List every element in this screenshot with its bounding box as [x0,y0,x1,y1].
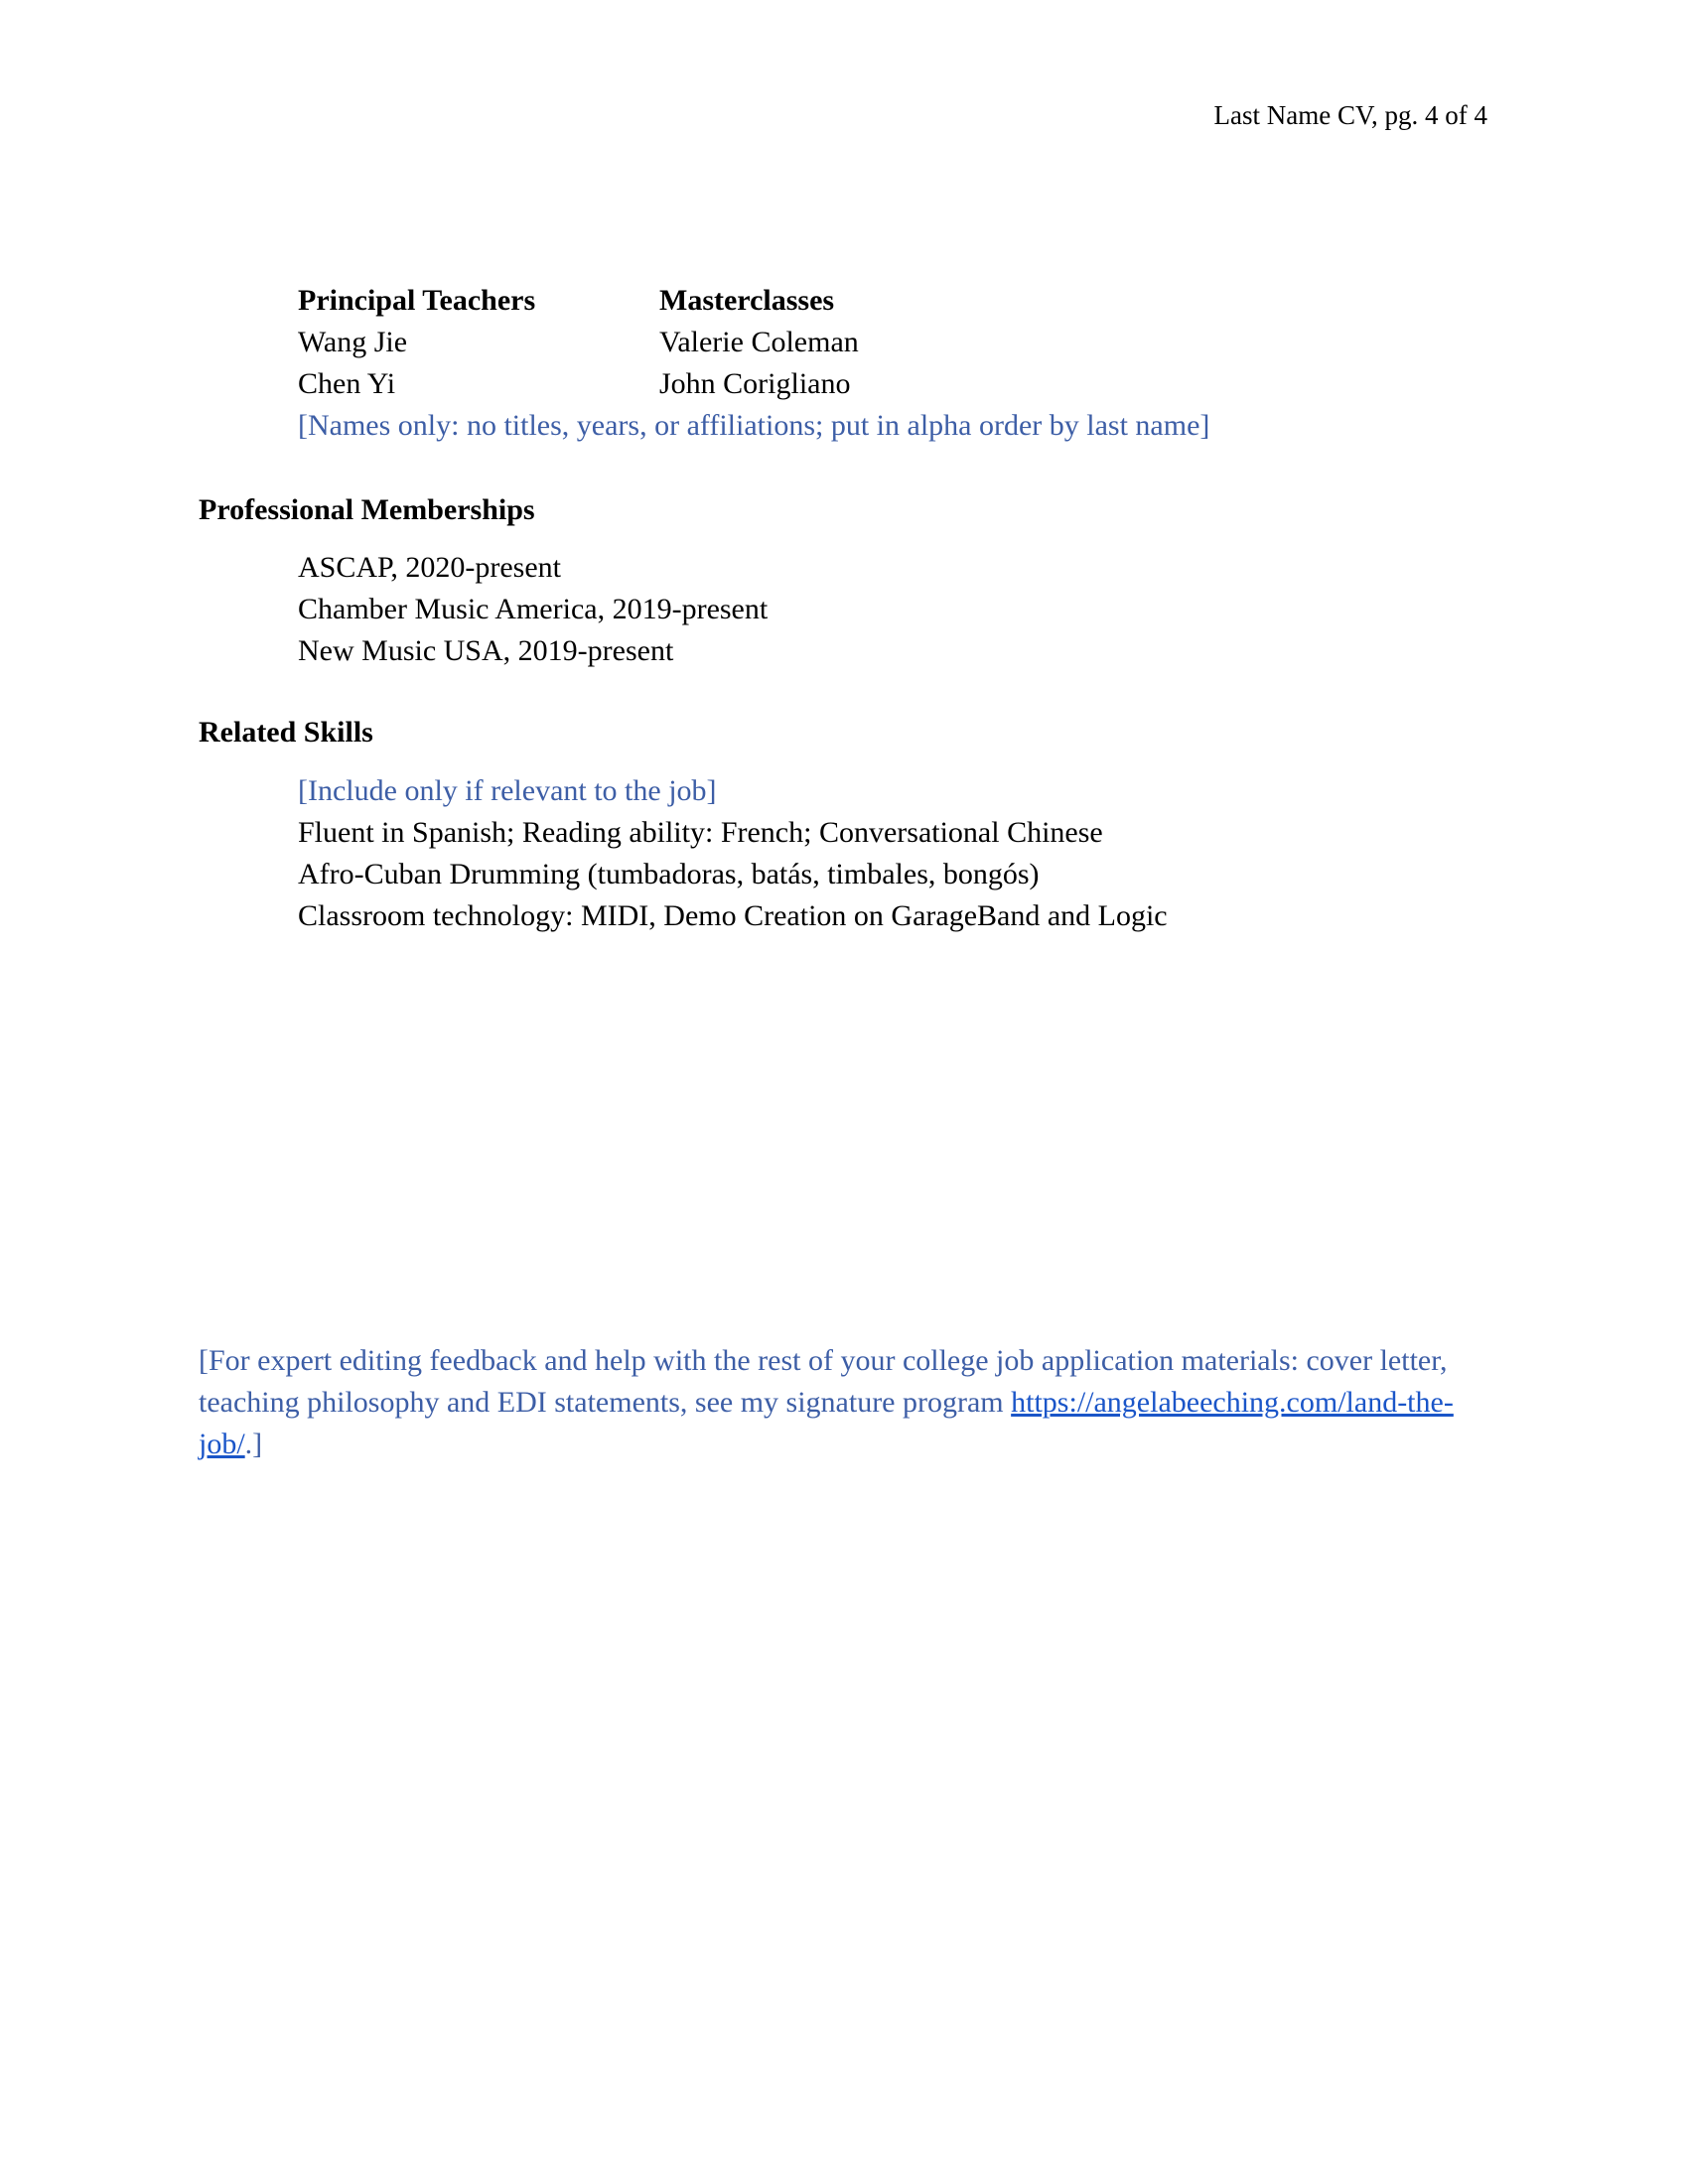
footer-note-text: [For expert editing feedback and help with the rest of your college job application materials: cover letter, teaching philosophy and EDI statements, see my signature program [199,1344,1448,1419]
skills-note: [Include only if relevant to the job] [298,774,717,807]
membership-item: Chamber Music America, 2019-present [298,593,769,625]
principal-teachers-heading: Principal Teachers [298,284,536,317]
signature-program-link[interactable]: https://angelabeeching.com/land-the-job/ [199,1386,1454,1460]
memberships-heading: Professional Memberships [199,493,535,526]
skills-heading: Related Skills [199,716,373,749]
footer-note [199,1340,1489,1465]
teachers-note: [Names only: no titles, years, or affiliations; put in alpha order by last name] [298,409,1210,442]
principal-teacher-item: Wang Jie [298,326,408,358]
masterclasses-heading: Masterclasses [659,284,835,317]
masterclass-item: Valerie Coleman [659,326,859,358]
membership-item: ASCAP, 2020-present [298,551,562,584]
principal-teacher-item: Chen Yi [298,367,396,400]
footer-note-trailing: .] [244,1428,263,1460]
masterclass-item: John Corigliano [659,367,851,400]
skill-item: Afro-Cuban Drumming (tumbadoras, batás, timbales, bongós) [298,858,1040,890]
skill-item: Classroom technology: MIDI, Demo Creation on GarageBand and Logic [298,899,1168,932]
skill-item: Fluent in Spanish; Reading ability: French; Conversational Chinese [298,816,1103,849]
membership-item: New Music USA, 2019-present [298,634,674,667]
page-header-label: Last Name CV, pg. 4 of 4 [1213,100,1487,130]
